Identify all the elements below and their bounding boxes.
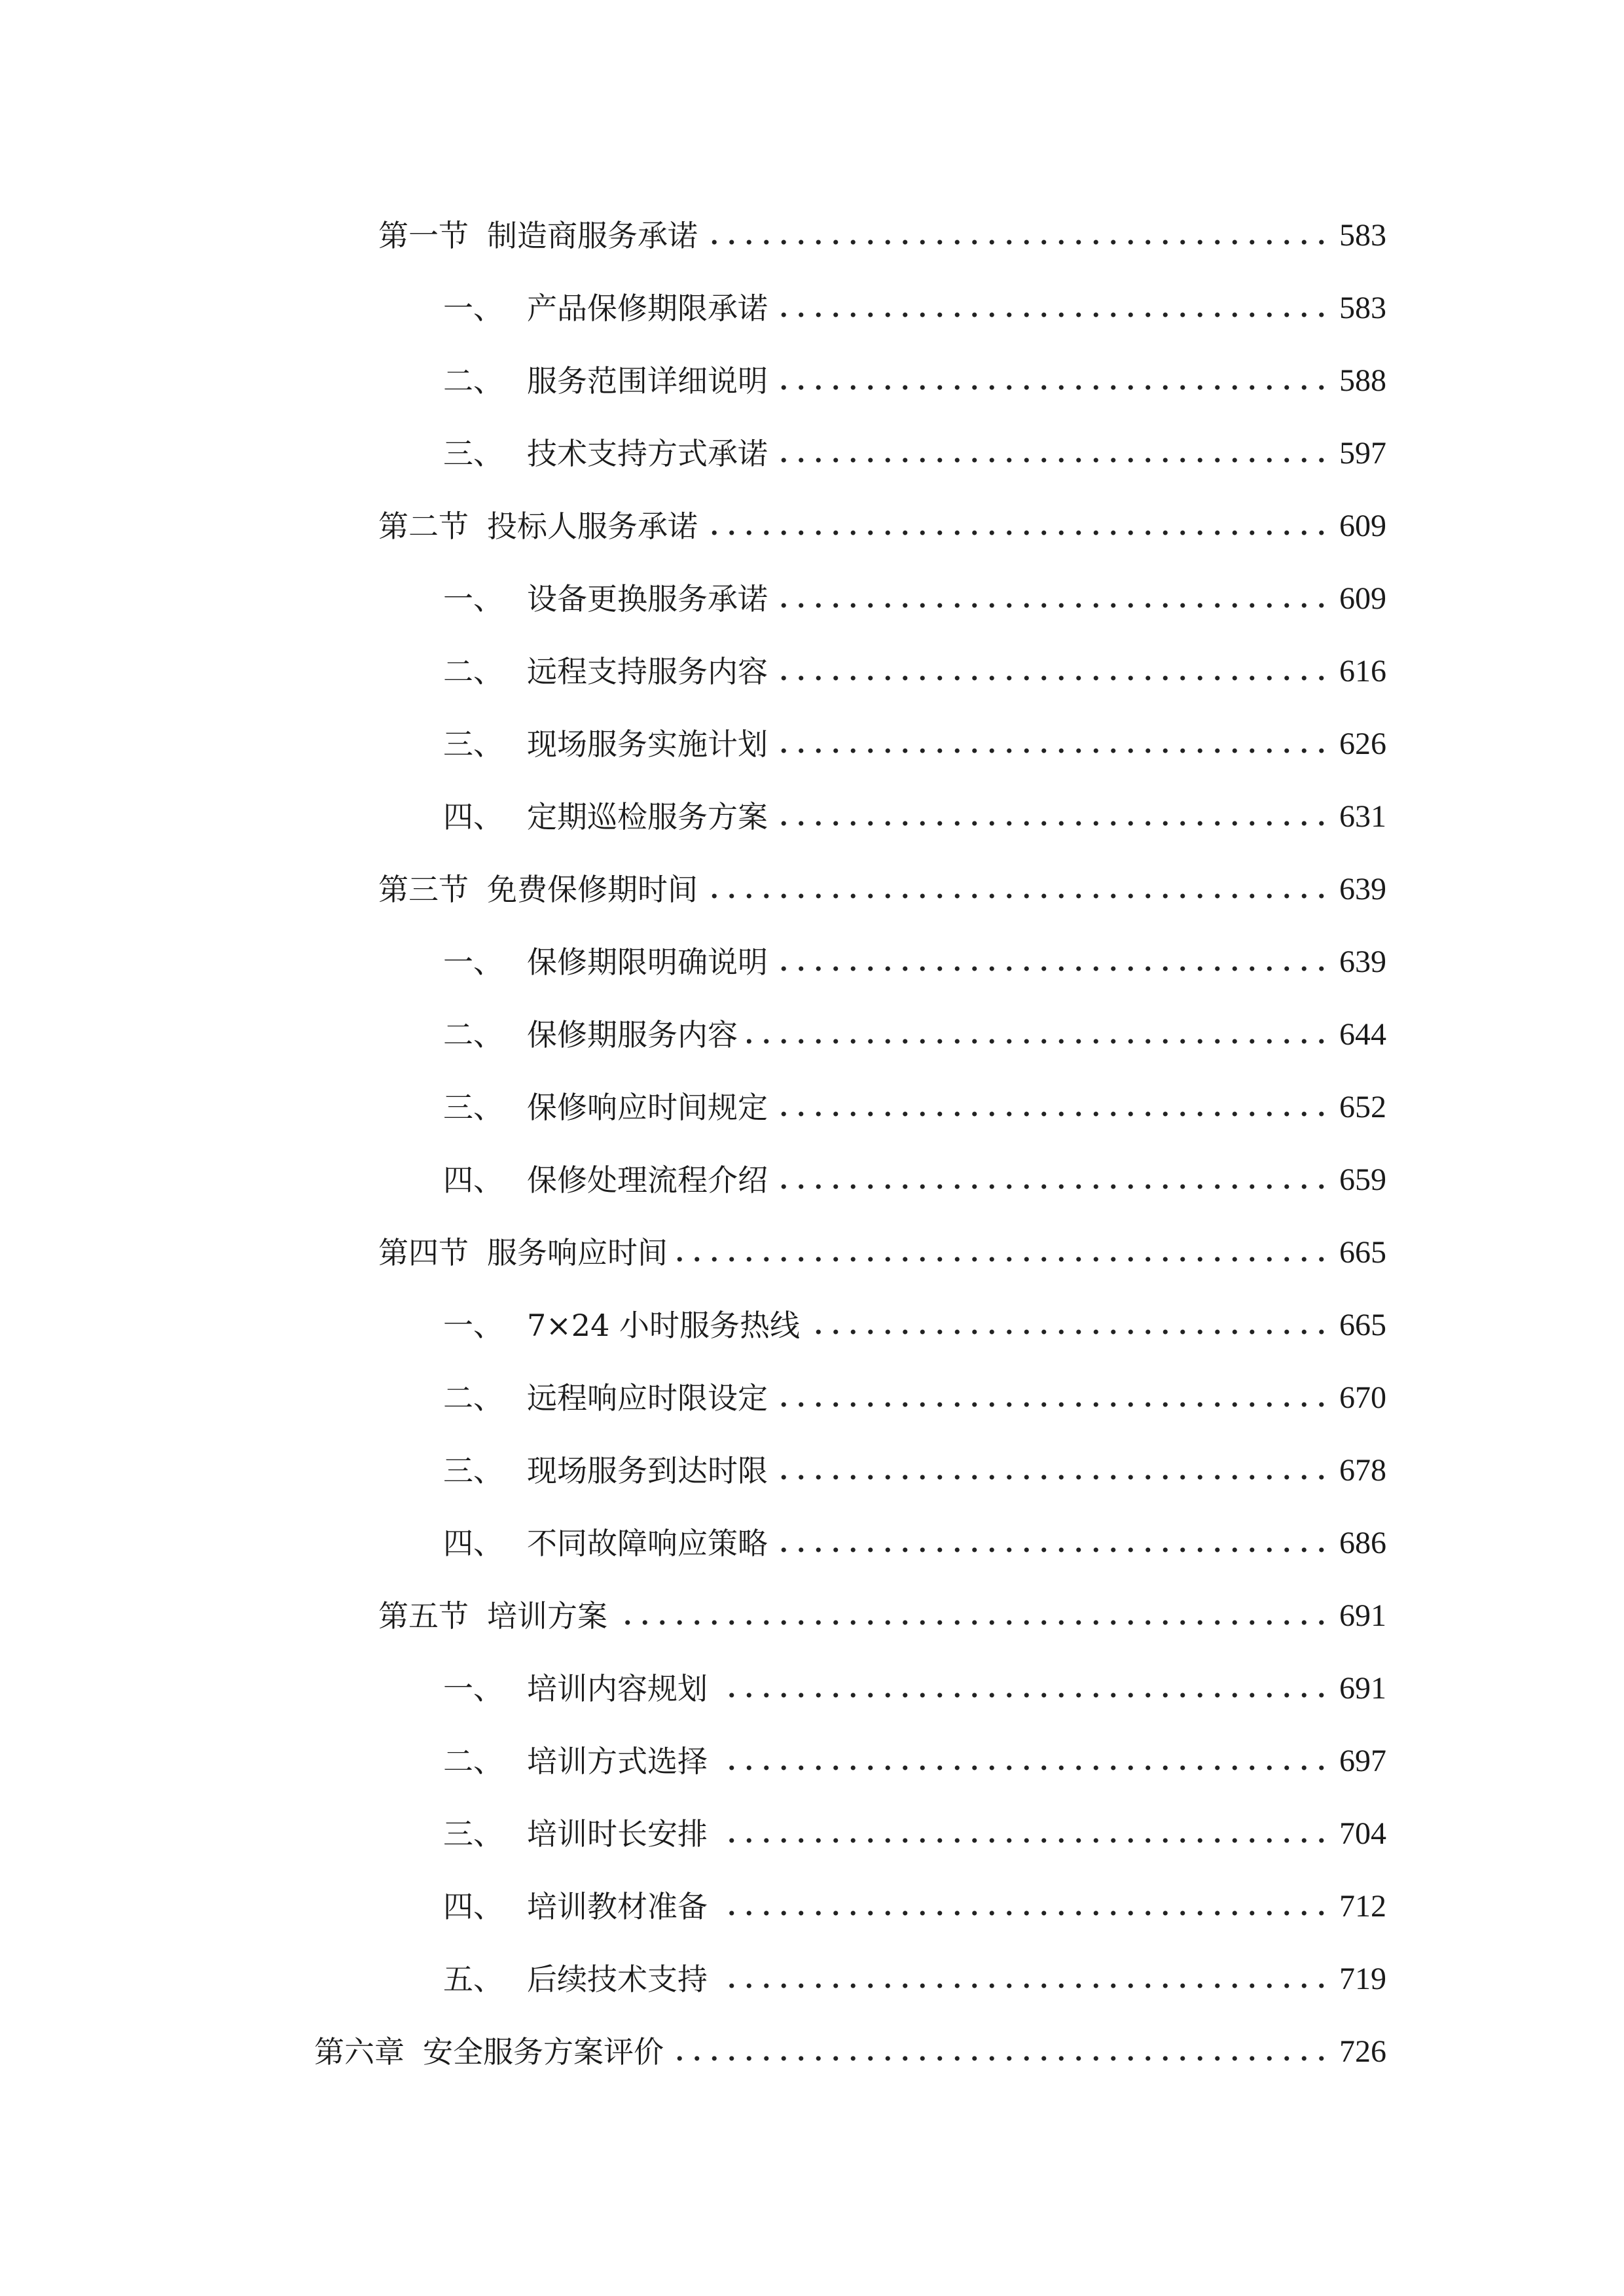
- toc-entry-title: 7×24 小时服务热线: [527, 1308, 800, 1343]
- toc-entry[interactable]: [443, 1365, 1386, 1418]
- toc-entry-page: 639: [1339, 872, 1386, 906]
- toc-entry-prefix: 一、: [443, 944, 503, 980]
- dot-leader: [707, 238, 1330, 246]
- dot-leader: [707, 892, 1330, 900]
- toc-entry-title: 免费保修期时间: [487, 872, 698, 907]
- toc-entry[interactable]: [443, 276, 1386, 328]
- toc-entry-prefix: 第一节: [378, 218, 469, 253]
- toc-entry-page: 712: [1339, 1889, 1386, 1924]
- toc-entry-title: 培训方案: [487, 1598, 607, 1634]
- toc-entry-title: 培训教材准备: [527, 1889, 708, 1924]
- toc-entry[interactable]: [378, 493, 1386, 546]
- toc-entry-page: 609: [1339, 581, 1386, 616]
- toc-entry-title: 安全服务方案评价: [423, 2034, 664, 2070]
- toc-entry-title: 定期巡检服务方案: [527, 799, 768, 834]
- toc-entry-prefix: 第六章: [314, 2034, 405, 2070]
- toc-entry-prefix: 三、: [443, 436, 503, 471]
- toc-entry[interactable]: [443, 1293, 1386, 1345]
- toc-entry-title: 投标人服务承诺: [487, 509, 698, 544]
- dot-leader: [777, 601, 1330, 609]
- toc-entry-page: 686: [1339, 1526, 1386, 1560]
- toc-entry-page: 626: [1339, 726, 1386, 761]
- toc-entry-title: 培训时长安排: [527, 1816, 708, 1852]
- toc-entry-prefix: 一、: [443, 1308, 503, 1343]
- toc-entry-title: 培训内容规划: [527, 1671, 708, 1706]
- toc-entry[interactable]: [378, 203, 1386, 255]
- dot-leader: [777, 1110, 1330, 1118]
- dot-leader: [777, 1183, 1330, 1191]
- toc-entry-prefix: 二、: [443, 1017, 503, 1052]
- toc-entry-title: 设备更换服务承诺: [527, 581, 768, 617]
- toc-entry-prefix: 三、: [443, 1090, 503, 1125]
- toc-entry-title: 现场服务到达时限: [527, 1453, 768, 1488]
- toc-entry-title: 服务范围详细说明: [527, 363, 768, 399]
- toc-entry[interactable]: [378, 1220, 1386, 1272]
- dot-leader: [747, 1037, 1330, 1045]
- toc-entry[interactable]: [443, 566, 1386, 619]
- toc-entry-page: 697: [1339, 1744, 1386, 1778]
- toc-entry-page: 659: [1339, 1162, 1386, 1197]
- toc-entry-prefix: 三、: [443, 1453, 503, 1488]
- dot-leader: [777, 1546, 1330, 1554]
- toc-entry-prefix: 五、: [443, 1962, 503, 1997]
- toc-entry[interactable]: [314, 2019, 1386, 2072]
- toc-entry-title: 服务响应时间: [487, 1235, 668, 1270]
- toc-entry-title: 保修期服务内容: [527, 1017, 738, 1052]
- toc-entry-page: 691: [1339, 1671, 1386, 1706]
- toc-entry[interactable]: [443, 639, 1386, 691]
- toc-entry-page: 644: [1339, 1017, 1386, 1052]
- toc-entry[interactable]: [443, 1656, 1386, 1708]
- toc-entry[interactable]: [443, 1946, 1386, 1999]
- toc-entry-title: 不同故障响应策略: [527, 1526, 768, 1561]
- toc-entry-page: 583: [1339, 291, 1386, 325]
- dot-leader: [777, 311, 1330, 319]
- toc-entry[interactable]: [378, 1583, 1386, 1636]
- toc-entry-prefix: 一、: [443, 581, 503, 617]
- toc-entry-prefix: 一、: [443, 291, 503, 326]
- toc-entry-prefix: 三、: [443, 726, 503, 762]
- toc-entry-title: 保修期限明确说明: [527, 944, 768, 980]
- toc-entry-page: 616: [1339, 654, 1386, 689]
- toc-entry[interactable]: [443, 711, 1386, 764]
- toc-entry-page: 678: [1339, 1453, 1386, 1488]
- dot-leader: [777, 965, 1330, 973]
- dot-leader: [617, 1619, 1330, 1626]
- toc-entry-prefix: 一、: [443, 1671, 503, 1706]
- toc-entry-title: 产品保修期限承诺: [527, 291, 768, 326]
- toc-entry[interactable]: [443, 1438, 1386, 1490]
- toc-entry[interactable]: [378, 857, 1386, 909]
- toc-entry[interactable]: [443, 1801, 1386, 1854]
- dot-leader: [673, 2054, 1330, 2062]
- toc-entry-page: 704: [1339, 1816, 1386, 1851]
- dot-leader: [777, 1401, 1330, 1408]
- toc-entry[interactable]: [443, 1729, 1386, 1781]
- toc-entry-title: 保修处理流程介绍: [527, 1162, 768, 1198]
- dot-leader: [707, 529, 1330, 537]
- toc-entry-page: 609: [1339, 509, 1386, 543]
- toc-entry[interactable]: [443, 421, 1386, 473]
- toc-entry-page: 652: [1339, 1090, 1386, 1124]
- toc-entry-title: 现场服务实施计划: [527, 726, 768, 762]
- dot-leader: [717, 1837, 1330, 1844]
- toc-entry-prefix: 三、: [443, 1816, 503, 1852]
- toc-entry-prefix: 第四节: [378, 1235, 469, 1270]
- toc-entry[interactable]: [443, 348, 1386, 401]
- toc-entry-page: 719: [1339, 1962, 1386, 1996]
- toc-entry-prefix: 二、: [443, 1380, 503, 1416]
- toc-entry-prefix: 四、: [443, 1162, 503, 1198]
- toc-entry-prefix: 二、: [443, 363, 503, 399]
- toc-entry-page: 726: [1339, 2034, 1386, 2069]
- toc-entry-page: 583: [1339, 218, 1386, 253]
- dot-leader: [717, 1691, 1330, 1699]
- toc-entry-title: 技术支持方式承诺: [527, 436, 768, 471]
- toc-entry-title: 远程支持服务内容: [527, 654, 768, 689]
- toc-entry[interactable]: [443, 1075, 1386, 1127]
- toc-entry-page: 588: [1339, 363, 1386, 398]
- toc-entry-prefix: 第二节: [378, 509, 469, 544]
- dot-leader: [777, 674, 1330, 682]
- toc-entry[interactable]: [443, 1147, 1386, 1200]
- toc-entry-page: 665: [1339, 1235, 1386, 1270]
- toc-entry-title: 远程响应时限设定: [527, 1380, 768, 1416]
- toc-entry-title: 保修响应时间规定: [527, 1090, 768, 1125]
- dot-leader: [677, 1255, 1330, 1263]
- toc-entry[interactable]: [443, 1874, 1386, 1926]
- toc-entry[interactable]: [443, 784, 1386, 836]
- dot-leader: [717, 1909, 1330, 1917]
- toc-entry-title: 培训方式选择: [527, 1744, 708, 1779]
- toc-entry-title: 后续技术支持: [527, 1962, 708, 1997]
- dot-leader: [777, 456, 1330, 464]
- toc-entry-prefix: 第三节: [378, 872, 469, 907]
- toc-entry-page: 691: [1339, 1598, 1386, 1633]
- toc-entry-prefix: 四、: [443, 1889, 503, 1924]
- toc-entry[interactable]: [443, 1511, 1386, 1563]
- toc-entry[interactable]: [443, 929, 1386, 982]
- toc-entry-prefix: 四、: [443, 1526, 503, 1561]
- dot-leader: [777, 1473, 1330, 1481]
- toc-entry-prefix: 二、: [443, 654, 503, 689]
- toc-entry-page: 665: [1339, 1308, 1386, 1342]
- toc-entry-title: 制造商服务承诺: [487, 218, 698, 253]
- toc-entry-page: 670: [1339, 1380, 1386, 1415]
- toc-entry-prefix: 四、: [443, 799, 503, 834]
- dot-leader: [777, 384, 1330, 391]
- toc-entry-prefix: 第五节: [378, 1598, 469, 1634]
- dot-leader: [717, 1764, 1330, 1772]
- dot-leader: [777, 819, 1330, 827]
- toc-entry[interactable]: [443, 1002, 1386, 1054]
- dot-leader: [717, 1982, 1330, 1990]
- toc-entry-prefix: 二、: [443, 1744, 503, 1779]
- dot-leader: [777, 747, 1330, 755]
- toc-entry-page: 639: [1339, 944, 1386, 979]
- toc-entry-page: 631: [1339, 799, 1386, 834]
- dot-leader: [809, 1328, 1330, 1336]
- toc-entry-page: 597: [1339, 436, 1386, 471]
